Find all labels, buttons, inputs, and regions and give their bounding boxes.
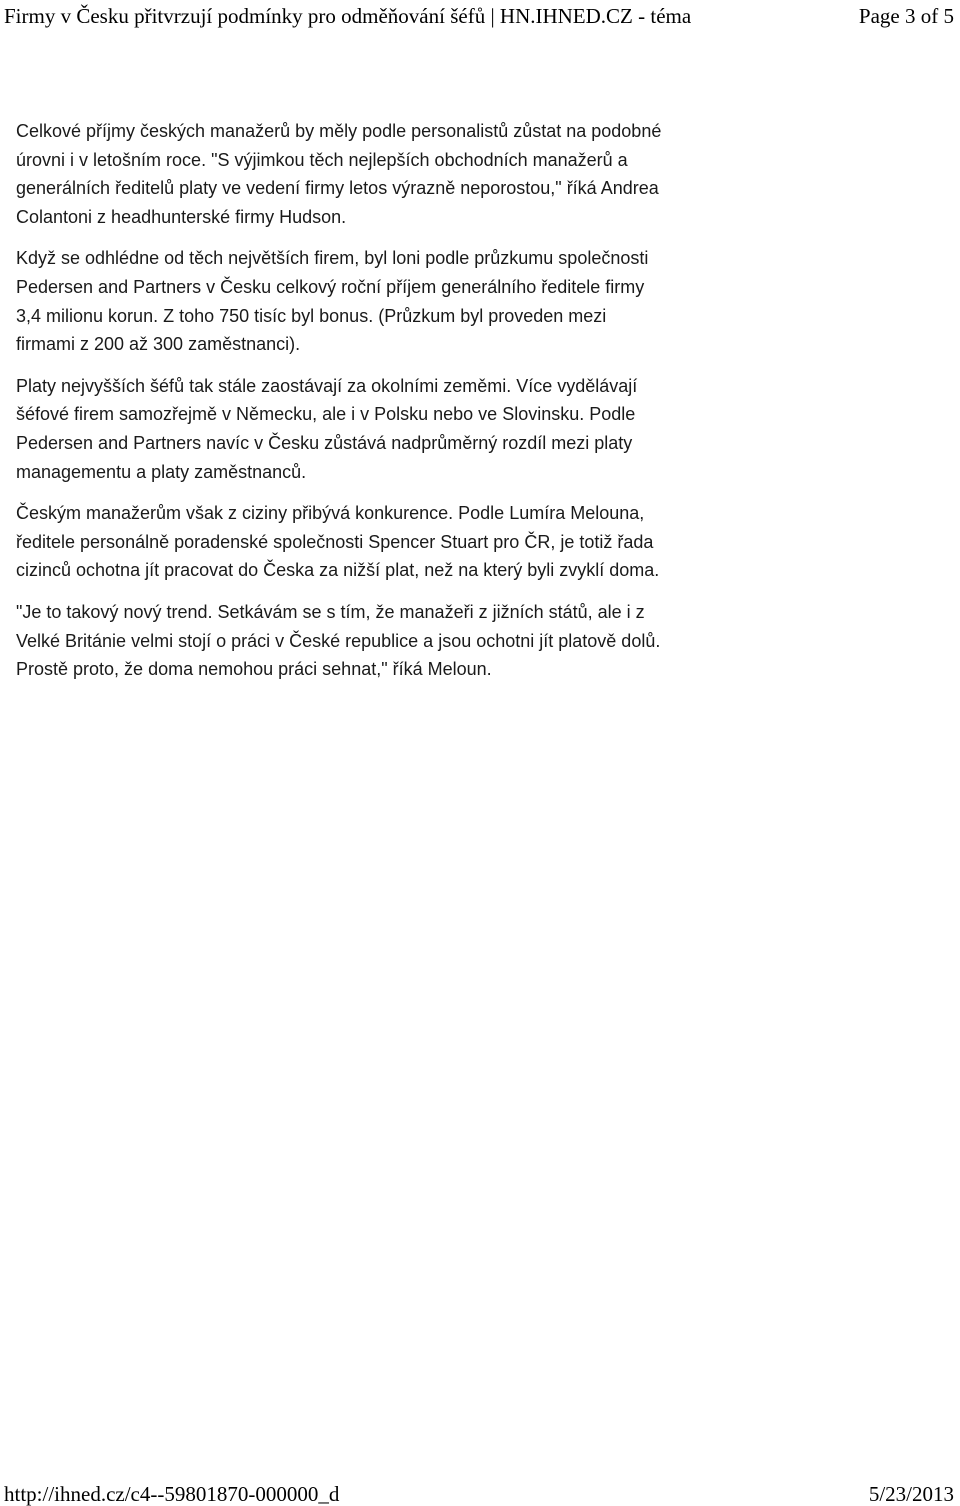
article-paragraph: Platy nejvyšších šéfů tak stále zaostávají za okolními zeměmi. Více vydělávají šéfové firem samozřejmě v Německu, ale i v Polsku nebo ve Slovinsku. Podle Pedersen and Partners navíc v Česku zůstává nadprůměrný rozdíl mezi platy managementu a platy zaměstnanců. bbox=[16, 375, 638, 482]
page-url: http://ihned.cz/c4--59801870-000000_d bbox=[4, 1482, 340, 1506]
page-number: Page 3 of 5 bbox=[858, 4, 954, 28]
print-date: 5/23/2013 bbox=[868, 1482, 954, 1506]
article-paragraph: Celkové příjmy českých manažerů by měly podle personalistů zůstat na podobné úrovni i v letošním roce. "S výjimkou těch nejlepších obchodních manažerů a generálních ředitelů platy ve vedení firmy letos výrazně neporostou," říká Andrea Colantoni z headhunterské firmy Hudson. bbox=[16, 121, 662, 227]
article-body bbox=[16, 117, 666, 697]
article-paragraph: Když se odhlédne od těch největších firem, byl loni podle průzkumu společnosti Pedersen and Partners v Česku celkový roční příjem generálního ředitele firmy 3,4 milionu korun. Z toho 750 tisíc byl bonus. (Průzkum byl proveden mezi firmami z 200 až 300 zaměstnanci). bbox=[16, 248, 649, 355]
page-title: Firmy v Česku přitvrzují podmínky pro odměňování šéfů | HN.IHNED.CZ - téma bbox=[4, 4, 692, 28]
article-paragraph: Českým manažerům však z ciziny přibývá konkurence. Podle Lumíra Melouna, ředitele personálně poradenské společnosti Spencer Stuart pro ČR, je totiž řada cizinců ochotna jít pracovat do Česka za nižší plat, než na který byli zvyklí doma. bbox=[16, 503, 660, 581]
article-paragraph: "Je to takový nový trend. Setkávám se s tím, že manažeři z jižních států, ale i z Velké Británie velmi stojí o práci v České republice a jsou ochotni jít platově dolů. Prostě proto, že doma nemohou práci sehnat," říká Meloun. bbox=[16, 601, 661, 680]
